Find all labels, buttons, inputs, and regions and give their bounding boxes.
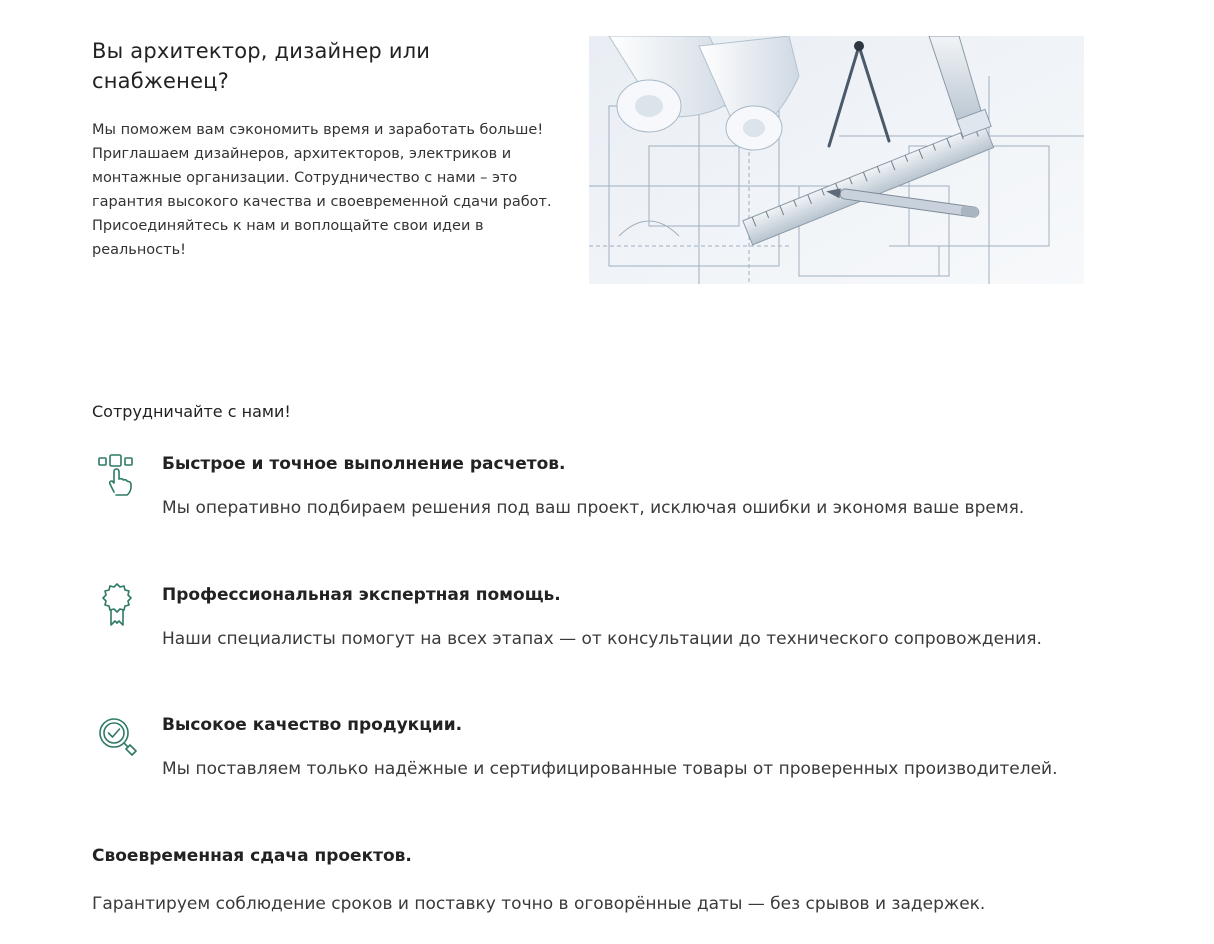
quality-check-icon bbox=[96, 713, 140, 757]
tap-select-icon bbox=[96, 452, 140, 496]
deadline-title: Своевременная сдача проектов. bbox=[92, 846, 412, 866]
blueprint-image bbox=[589, 36, 1084, 284]
intro-paragraph: Мы поможем вам сэкономить время и заработать больше!Приглашаем дизайнеров, архитекторов, электриков и монтажные организации. Сотрудничество с нами – это гарантия высокого качества и своевременной сдачи работ. bbox=[92, 122, 552, 210]
award-badge-icon bbox=[96, 583, 140, 627]
feature-title: Быстрое и точное выполнение расчетов. bbox=[162, 454, 566, 474]
intro-title: Вы архитектор, дизайнер или снабженец? bbox=[92, 39, 431, 93]
feature-text: Наши специалисты помогут на всех этапах — от консультации до технического сопровождения. bbox=[162, 629, 1042, 649]
section-title: Сотрудничайте с нами! bbox=[92, 402, 291, 421]
intro-text bbox=[92, 118, 572, 262]
feature-title: Высокое качество продукции. bbox=[162, 715, 463, 735]
deadline-text: Гарантируем соблюдение сроков и поставку точно в оговорённые даты — без срывов и задержек. bbox=[92, 894, 986, 914]
feature-title: Профессиональная экспертная помощь. bbox=[162, 585, 561, 605]
feature-text: Мы оперативно подбираем решения под ваш проект, исключая ошибки и экономя ваше время. bbox=[162, 498, 1025, 518]
intro-paragraph-cta: Присоединяйтесь к нам и воплощайте свои идеи в реальность! bbox=[92, 218, 484, 258]
feature-text: Мы поставляем только надёжные и сертифицированные товары от проверенных производителей. bbox=[162, 759, 1058, 779]
